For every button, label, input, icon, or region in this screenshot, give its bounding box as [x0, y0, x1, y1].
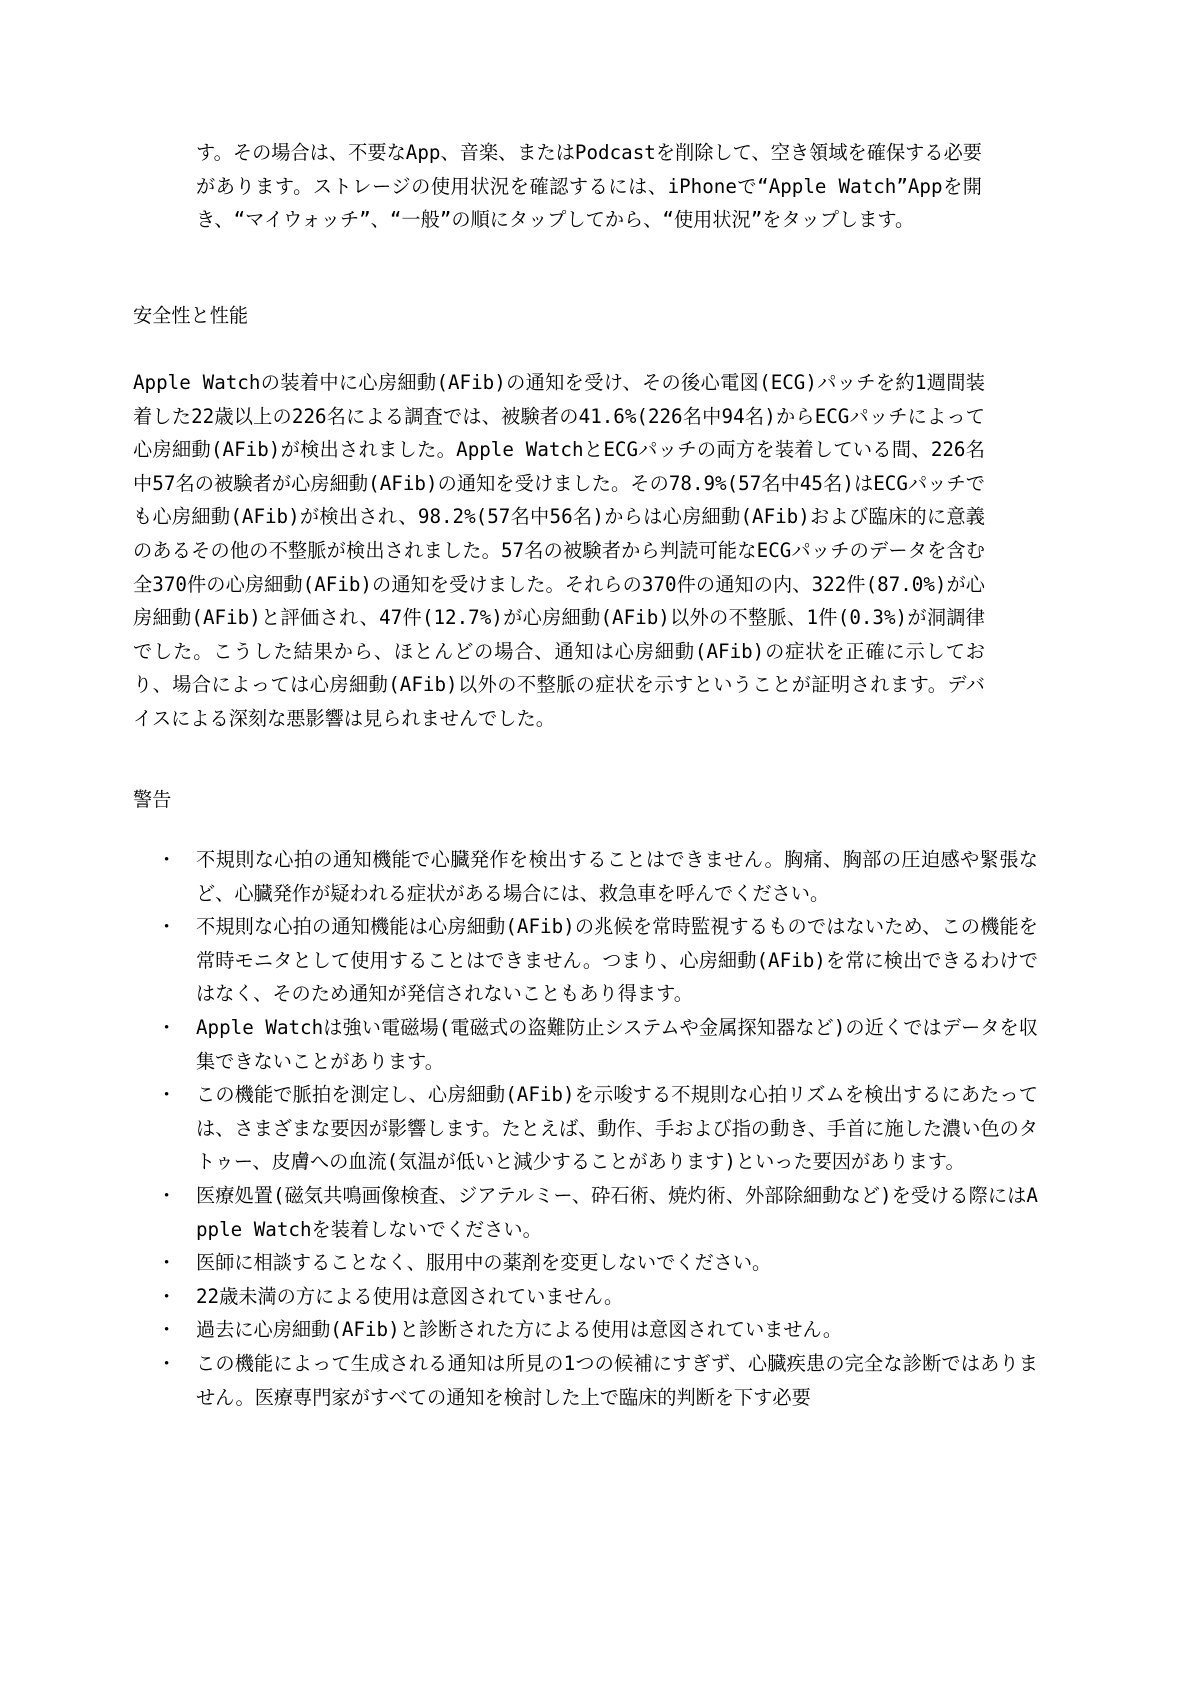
section-heading-warning: 警告: [133, 788, 172, 811]
warning-bullet-item: [133, 1011, 1038, 1078]
bullet-marker-icon: ・: [157, 1351, 177, 1375]
warning-bullet-text: 過去に心房細動(AFib)と診断された方による使用は意図されていません。: [196, 1318, 843, 1342]
safety-performance-paragraph: Apple Watchの装着中に心房細動(AFib)の通知を受け、その後心電図(ECG)パッチを約1週間装着した22歳以上の226名による調査では、被験者の41.6%(226名中94名)からECGパッチによって心房細動(AFib)が検出されました。Apple WatchとECGパッチの両方を装着している間、226名中57名の被験者が心房細動(AFib)の通知を受けました。その78.9%(57名中45名)はECGパッチでも心房細動(AFib)が検出され、98.2%(57名中56名)からは心房細動(AFib)および臨床的に意義のあるその他の不整脈が検出されました。57名の被験者から判読可能なECGパッチのデータを含む全370件の心房細動(AFib)の通知を受けました。それらの370件の通知の内、322件(87.0%)が心房細動(AFib)と評価され、47件(12.7%)が心房細動(AFib)以外の不整脈、1件(0.3%)が洞調律でした。こうした結果から、ほとんどの場合、通知は心房細動(AFib)の症状を正確に示しており、場合によっては心房細動(AFib)以外の不整脈の症状を示すということが証明されます。デバイスによる深刻な悪影響は見られませんでした。: [133, 371, 985, 730]
warning-bullet-text: 22歳未満の方による使用は意図されていません。: [196, 1284, 624, 1308]
section-heading-safety: 安全性と性能: [133, 304, 249, 327]
bullet-marker-icon: ・: [157, 1015, 177, 1039]
bullet-marker-icon: ・: [157, 915, 177, 939]
bullet-marker-icon: ・: [157, 1083, 177, 1107]
warning-bullet-item: [133, 1347, 1038, 1414]
warning-bullet-item: [133, 1246, 1038, 1280]
bullet-marker-icon: ・: [157, 1284, 177, 1308]
warning-bullet-text: Apple Watchは強い電磁場(電磁式の盗難防止システムや金属探知器など)の近くではデータを収集できないことがあります。: [196, 1015, 1038, 1073]
warning-bullet-item: [133, 1078, 1038, 1179]
warning-bullet-text: この機能で脈拍を測定し、心房細動(AFib)を示唆する不規則な心拍リズムを検出するにあたっては、さまざまな要因が影響します。たとえば、動作、手および指の動き、手首に施した濃い色のタトゥー、皮膚への血流(気温が低いと減少することがあります)といった要因があります。: [196, 1083, 1038, 1174]
warning-bullet-text: 医療処置(磁気共鳴画像検査、ジアテルミー、砕石術、焼灼術、外部除細動など)を受ける際にはApple Watchを装着しないでください。: [196, 1183, 1038, 1241]
continued-paragraph: す。その場合は、不要なApp、音楽、またはPodcastを削除して、空き領域を確保する必要があります。ストレージの使用状況を確認するには、iPhoneで“Apple Watch”Appを開き、“マイウォッチ”、“一般”の順にタップしてから、“使用状況”をタップします。: [196, 141, 982, 232]
warning-bullet-item: [133, 910, 1038, 1011]
warning-bullet-item: [133, 843, 1038, 910]
bullet-marker-icon: ・: [157, 1251, 177, 1275]
warning-bullet-text: 不規則な心拍の通知機能は心房細動(AFib)の兆候を常時監視するものではないため、この機能を常時モニタとして使用することはできません。つまり、心房細動(AFib)を常に検出できるわけではなく、そのため通知が発信されないこともあり得ます。: [196, 915, 1038, 1006]
warning-bullet-text: 医師に相談することなく、服用中の薬剤を変更しないでください。: [196, 1251, 772, 1275]
bullet-marker-icon: ・: [157, 848, 177, 871]
warning-bullet-item: [133, 1313, 1038, 1347]
bullet-marker-icon: ・: [157, 1318, 177, 1342]
bullet-marker-icon: ・: [157, 1183, 177, 1207]
warning-bullet-item: [133, 1280, 1038, 1314]
warning-bullet-text: 不規則な心拍の通知機能で心臓発作を検出することはできません。胸痛、胸部の圧迫感や緊張など、心臓発作が疑われる症状がある場合には、救急車を呼んでください。: [196, 848, 1038, 905]
warning-bullet-list: [133, 843, 1038, 1414]
warning-bullet-text: この機能によって生成される通知は所見の1つの候補にすぎず、心臓疾患の完全な診断ではありません。医療専門家がすべての通知を検討した上で臨床的判断を下す必要: [196, 1351, 1038, 1409]
warning-bullet-item: [133, 1179, 1038, 1246]
